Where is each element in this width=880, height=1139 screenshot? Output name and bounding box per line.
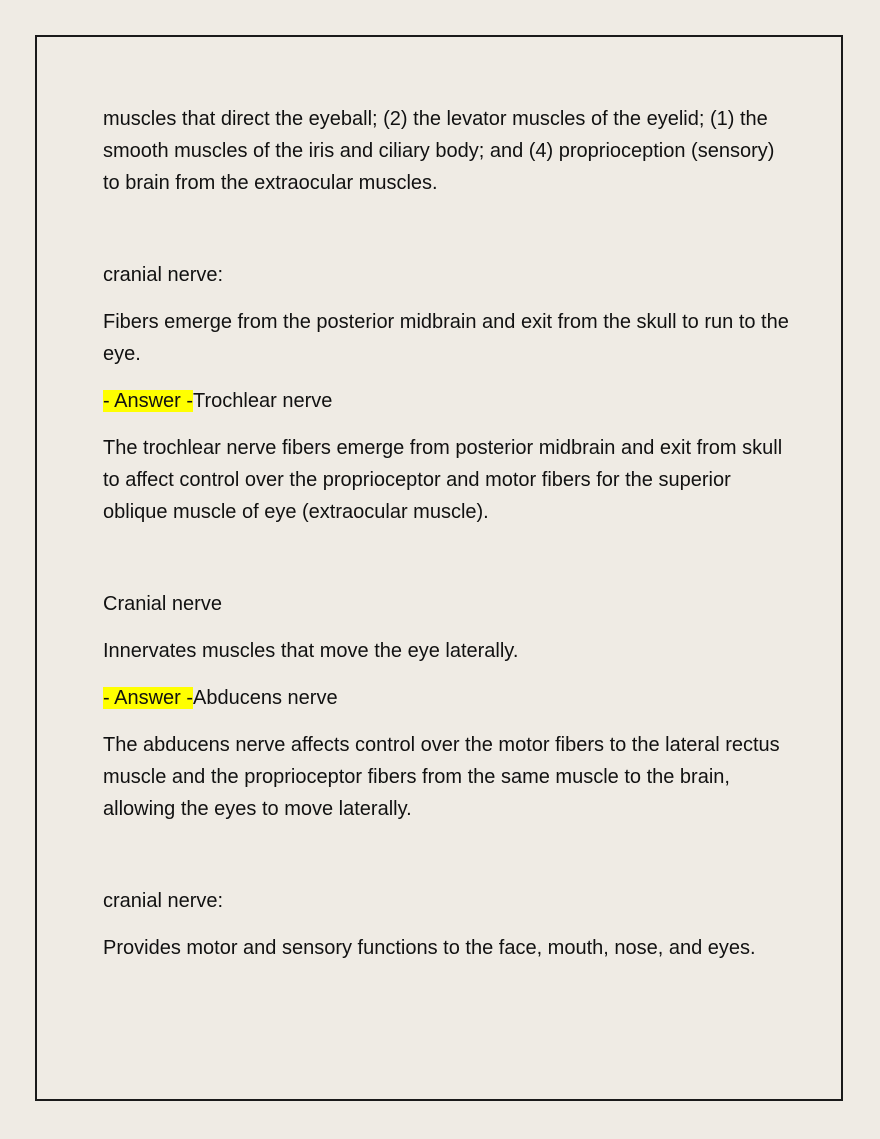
card-3-question: Provides motor and sensory functions to the face, mouth, nose, and eyes. [103, 937, 756, 959]
intro-continuation: muscles that direct the eyeball; (2) the levator muscles of the eyelid; (1) the smooth muscles of the iris and ciliary body; and (4) proprioception (sensory) to brain from the extraocular muscles. [103, 108, 775, 194]
card-2-explanation: The abducens nerve affects control over the motor fibers to the lateral rectus muscle and the proprioceptor fibers from the same muscle to the brain, allowing the eyes to move laterally. [103, 734, 780, 820]
card-2-answer-line [103, 682, 793, 714]
card-2-answer: Abducens nerve [193, 687, 338, 709]
card-1-answer-line [103, 385, 793, 417]
card-2-heading: Cranial nerve [103, 593, 222, 615]
card-1-question: Fibers emerge from the posterior midbrain and exit from the skull to run to the eye. [103, 311, 789, 365]
card-1-heading: cranial nerve: [103, 264, 224, 286]
document-body [103, 103, 793, 964]
card-3-heading: cranial nerve: [103, 890, 224, 912]
answer-highlight: - Answer - [103, 687, 194, 709]
card-1-explanation: The trochlear nerve fibers emerge from posterior midbrain and exit from skull to affect control over the proprioceptor and motor fibers for the superior oblique muscle of eye (extraocular muscle). [103, 437, 783, 523]
card-2-question: Innervates muscles that move the eye laterally. [103, 640, 519, 662]
answer-highlight: - Answer - [103, 390, 194, 412]
card-1-answer: Trochlear nerve [193, 390, 333, 412]
